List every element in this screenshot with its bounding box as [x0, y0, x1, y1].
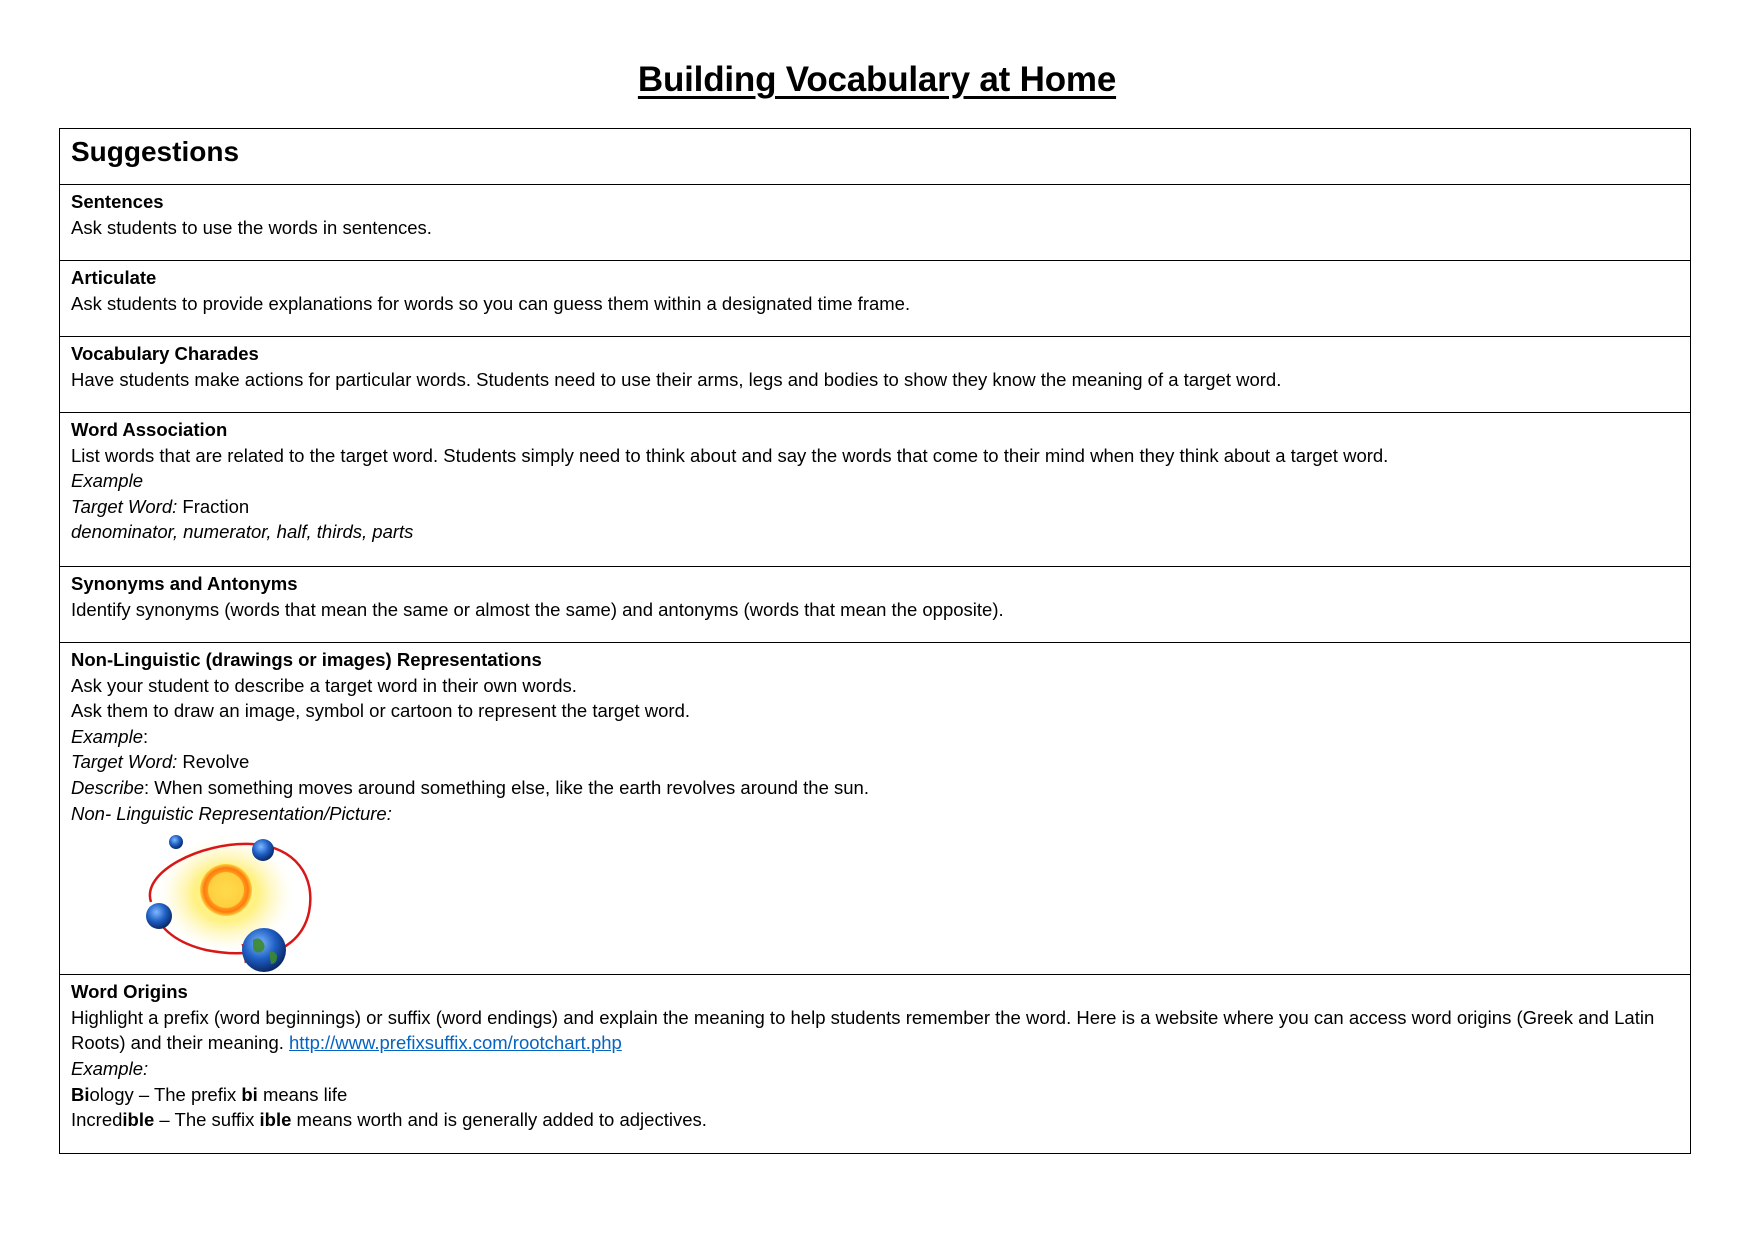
section-heading: Non-Linguistic (drawings or images) Representations: [71, 649, 542, 670]
prefix-bold: bi: [241, 1083, 258, 1105]
section-synonyms-antonyms-cell: [60, 567, 1691, 643]
suffix-bold: ible: [259, 1109, 292, 1131]
table-header-row: [60, 129, 1691, 185]
target-word-label: Target Word:: [71, 751, 178, 773]
section-articulate: [60, 261, 1691, 337]
target-word-value: Fraction: [177, 495, 250, 517]
section-heading: Articulate: [71, 267, 157, 288]
section-heading: Word Origins: [71, 981, 188, 1003]
section-articulate-cell: [60, 261, 1691, 337]
section-word-association: [60, 413, 1691, 567]
example-colon: :: [142, 725, 149, 747]
describe-line: [71, 775, 1679, 801]
example-biology: [71, 1082, 1679, 1108]
section-charades: [60, 337, 1691, 413]
rootchart-link[interactable]: http://www.prefixsuffix.com/rootchart.php: [289, 1032, 622, 1054]
example-line: [71, 724, 1679, 750]
section-sentences: [60, 185, 1691, 261]
section-text: Ask students to provide explanations for words so you can guess them within a designated time frame.: [71, 292, 911, 314]
section-charades-cell: [60, 337, 1691, 413]
section-word-association-cell: [60, 413, 1691, 567]
section-heading: Vocabulary Charades: [71, 343, 259, 364]
example-text: ology – The prefix: [89, 1083, 242, 1105]
example-text: Incred: [71, 1109, 123, 1131]
page-title: Building Vocabulary at Home: [637, 60, 1117, 99]
section-text: Ask students to use the words in sentences.: [71, 216, 432, 238]
section-non-linguistic: [60, 643, 1691, 975]
section-text-line-2: Ask them to draw an image, symbol or cartoon to represent the target word.: [71, 700, 691, 722]
section-heading: Synonyms and Antonyms: [71, 573, 298, 594]
section-text: List words that are related to the target word. Students simply need to think about and say the words that come to their mind when they think about a target word.: [71, 444, 1389, 466]
describe-label: Describe: [71, 776, 144, 798]
section-heading: Sentences: [71, 191, 164, 212]
section-text: Identify synonyms (words that mean the same or almost the same) and antonyms (words that mean the opposite).: [71, 598, 1004, 620]
example-label: Example: [71, 470, 143, 492]
section-non-linguistic-cell: [60, 643, 1691, 975]
section-heading: Word Association: [71, 419, 228, 440]
section-sentences-cell: [60, 185, 1691, 261]
prefix-bold: Bi: [71, 1083, 90, 1105]
section-synonyms-antonyms: [60, 567, 1691, 643]
example-incredible: [71, 1107, 1679, 1133]
target-word-value: Revolve: [177, 751, 250, 773]
section-text: [71, 1005, 1679, 1056]
example-label: Example:: [71, 1057, 149, 1079]
describe-text: : When something moves around something else, like the earth revolves around the sun.: [144, 776, 869, 798]
target-word-line: [71, 749, 1679, 775]
sun-earth-orbit-icon: [131, 832, 321, 974]
origins-text: Highlight a prefix (word beginnings) or suffix (word endings) and explain the meaning to help students remember the word. Here is a website where you can access word origins (Greek and Latin Roots) and their meaning.: [71, 1006, 1655, 1054]
example-text: means worth and is generally added to adjectives.: [291, 1109, 707, 1131]
target-word-line: [71, 494, 1679, 520]
picture-label: Non- Linguistic Representation/Picture:: [71, 802, 392, 824]
section-text-line-1: Ask your student to describe a target word in their own words.: [71, 674, 577, 696]
section-word-origins-cell: [60, 975, 1691, 1154]
suffix-bold: ible: [122, 1109, 155, 1131]
section-text: Have students make actions for particular words. Students need to use their arms, legs and bodies to show they know the meaning of a target word.: [71, 368, 1282, 390]
suggestions-heading: Suggestions: [60, 129, 1691, 185]
target-word-label: Target Word:: [71, 495, 178, 517]
example-label: Example: [71, 725, 143, 747]
related-words: denominator, numerator, half, thirds, parts: [71, 521, 414, 543]
section-word-origins: [60, 975, 1691, 1154]
suggestions-table: [59, 128, 1691, 1154]
example-text: means life: [257, 1083, 348, 1105]
example-text: – The suffix: [154, 1109, 260, 1131]
